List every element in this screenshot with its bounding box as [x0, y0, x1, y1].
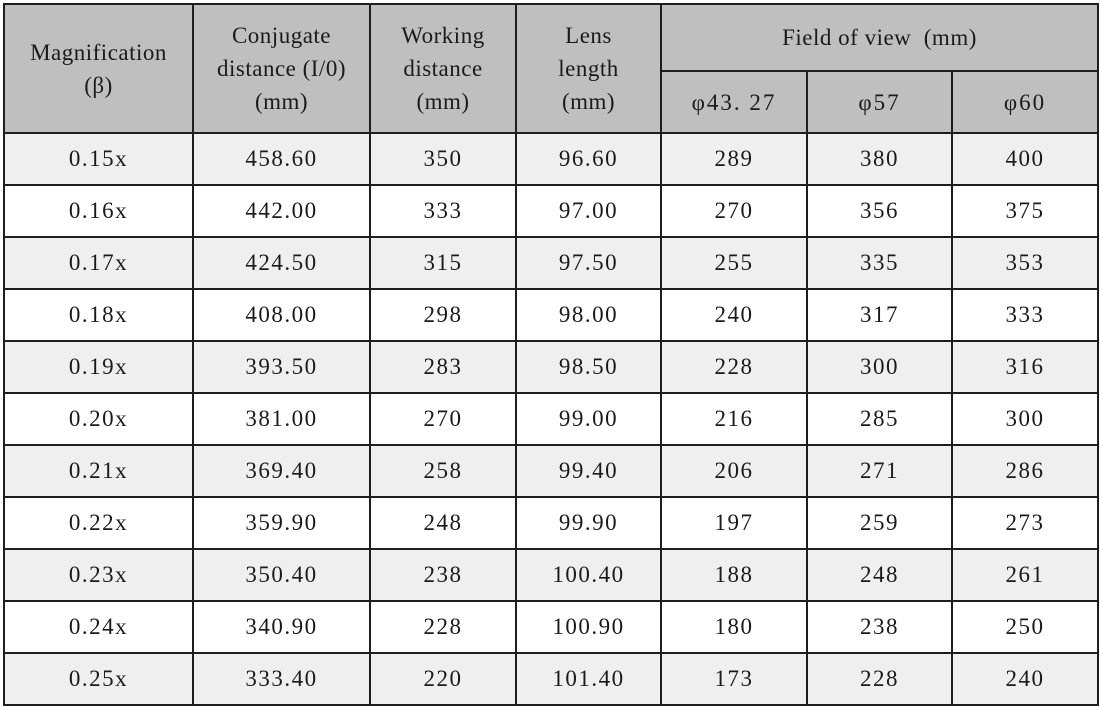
header-lens-line3: (mm): [561, 89, 616, 114]
cell-lens-length: 99.00: [516, 393, 661, 445]
cell-conjugate-distance: 408.00: [193, 289, 370, 341]
cell-conjugate-distance: 458.60: [193, 133, 370, 185]
cell-fov-60: 240: [952, 653, 1098, 705]
table-row: [4, 237, 1098, 289]
cell-lens-length: 99.90: [516, 497, 661, 549]
cell-fov-60: 300: [952, 393, 1098, 445]
cell-fov-60: 375: [952, 185, 1098, 237]
table-row: [4, 185, 1098, 237]
header-magnification-symbol: (β): [84, 72, 113, 98]
table-header: [4, 4, 1098, 133]
cell-fov-43-27: 255: [661, 237, 807, 289]
header-working-distance: [370, 4, 516, 133]
cell-conjugate-distance: 350.40: [193, 549, 370, 601]
cell-fov-43-27: 173: [661, 653, 807, 705]
header-lens-line1: Lens: [565, 23, 612, 48]
cell-conjugate-distance: 359.90: [193, 497, 370, 549]
table-row: [4, 549, 1098, 601]
cell-fov-60: 250: [952, 601, 1098, 653]
cell-fov-43-27: 228: [661, 341, 807, 393]
cell-fov-60: 400: [952, 133, 1098, 185]
cell-fov-57: 317: [807, 289, 952, 341]
cell-working-distance: 228: [370, 601, 516, 653]
cell-lens-length: 101.40: [516, 653, 661, 705]
cell-magnification: 0.20x: [4, 393, 193, 445]
header-magnification-label: Magnification: [30, 39, 167, 65]
cell-working-distance: 270: [370, 393, 516, 445]
cell-fov-43-27: 216: [661, 393, 807, 445]
cell-working-distance: 283: [370, 341, 516, 393]
header-conjugate-distance: [193, 4, 370, 133]
cell-lens-length: 100.90: [516, 601, 661, 653]
cell-fov-57: 300: [807, 341, 952, 393]
cell-working-distance: 238: [370, 549, 516, 601]
cell-fov-43-27: 206: [661, 445, 807, 497]
table-row: [4, 289, 1098, 341]
cell-conjugate-distance: 442.00: [193, 185, 370, 237]
table-row: [4, 445, 1098, 497]
cell-conjugate-distance: 424.50: [193, 237, 370, 289]
header-lens-length: [516, 4, 661, 133]
header-fov-57: φ57: [807, 71, 952, 133]
lens-spec-table: [3, 3, 1099, 706]
cell-working-distance: 315: [370, 237, 516, 289]
header-working-line3: (mm): [416, 89, 470, 114]
cell-conjugate-distance: 333.40: [193, 653, 370, 705]
cell-fov-43-27: 270: [661, 185, 807, 237]
cell-magnification: 0.19x: [4, 341, 193, 393]
cell-fov-60: 261: [952, 549, 1098, 601]
cell-lens-length: 99.40: [516, 445, 661, 497]
cell-fov-57: 271: [807, 445, 952, 497]
cell-magnification: 0.21x: [4, 445, 193, 497]
header-fov-60: φ60: [952, 71, 1098, 133]
cell-fov-57: 285: [807, 393, 952, 445]
table-row: [4, 653, 1098, 705]
header-working-line2: distance: [403, 56, 483, 81]
cell-conjugate-distance: 369.40: [193, 445, 370, 497]
cell-fov-57: 238: [807, 601, 952, 653]
table-row: [4, 497, 1098, 549]
cell-lens-length: 97.50: [516, 237, 661, 289]
cell-working-distance: 350: [370, 133, 516, 185]
cell-magnification: 0.22x: [4, 497, 193, 549]
header-magnification: [4, 4, 193, 133]
header-lens-line2: length: [558, 56, 619, 81]
cell-fov-43-27: 197: [661, 497, 807, 549]
cell-magnification: 0.25x: [4, 653, 193, 705]
cell-fov-60: 316: [952, 341, 1098, 393]
cell-fov-60: 273: [952, 497, 1098, 549]
header-field-of-view: Field of view (mm): [661, 4, 1098, 71]
cell-lens-length: 97.00: [516, 185, 661, 237]
cell-conjugate-distance: 393.50: [193, 341, 370, 393]
cell-lens-length: 98.50: [516, 341, 661, 393]
cell-fov-57: 259: [807, 497, 952, 549]
header-conjugate-line1: Conjugate: [231, 23, 332, 48]
header-fov-43-27: φ43. 27: [661, 71, 807, 133]
cell-fov-60: 353: [952, 237, 1098, 289]
cell-working-distance: 248: [370, 497, 516, 549]
header-conjugate-line2: distance (I/0): [217, 56, 346, 81]
table-row: [4, 601, 1098, 653]
table-row: [4, 341, 1098, 393]
cell-fov-43-27: 188: [661, 549, 807, 601]
cell-fov-57: 380: [807, 133, 952, 185]
cell-lens-length: 100.40: [516, 549, 661, 601]
table-body: [4, 133, 1098, 705]
cell-fov-43-27: 289: [661, 133, 807, 185]
cell-fov-60: 286: [952, 445, 1098, 497]
cell-fov-43-27: 240: [661, 289, 807, 341]
cell-working-distance: 220: [370, 653, 516, 705]
cell-working-distance: 333: [370, 185, 516, 237]
cell-magnification: 0.17x: [4, 237, 193, 289]
cell-conjugate-distance: 381.00: [193, 393, 370, 445]
cell-fov-57: 228: [807, 653, 952, 705]
cell-magnification: 0.15x: [4, 133, 193, 185]
cell-conjugate-distance: 340.90: [193, 601, 370, 653]
header-conjugate-line3: (mm): [254, 89, 309, 114]
header-working-line1: Working: [401, 23, 485, 48]
cell-magnification: 0.16x: [4, 185, 193, 237]
cell-magnification: 0.18x: [4, 289, 193, 341]
cell-working-distance: 298: [370, 289, 516, 341]
cell-magnification: 0.23x: [4, 549, 193, 601]
cell-lens-length: 96.60: [516, 133, 661, 185]
cell-fov-57: 335: [807, 237, 952, 289]
table-row: [4, 393, 1098, 445]
cell-fov-57: 356: [807, 185, 952, 237]
cell-working-distance: 258: [370, 445, 516, 497]
cell-fov-43-27: 180: [661, 601, 807, 653]
cell-fov-60: 333: [952, 289, 1098, 341]
cell-lens-length: 98.00: [516, 289, 661, 341]
cell-magnification: 0.24x: [4, 601, 193, 653]
cell-fov-57: 248: [807, 549, 952, 601]
table-row: [4, 133, 1098, 185]
